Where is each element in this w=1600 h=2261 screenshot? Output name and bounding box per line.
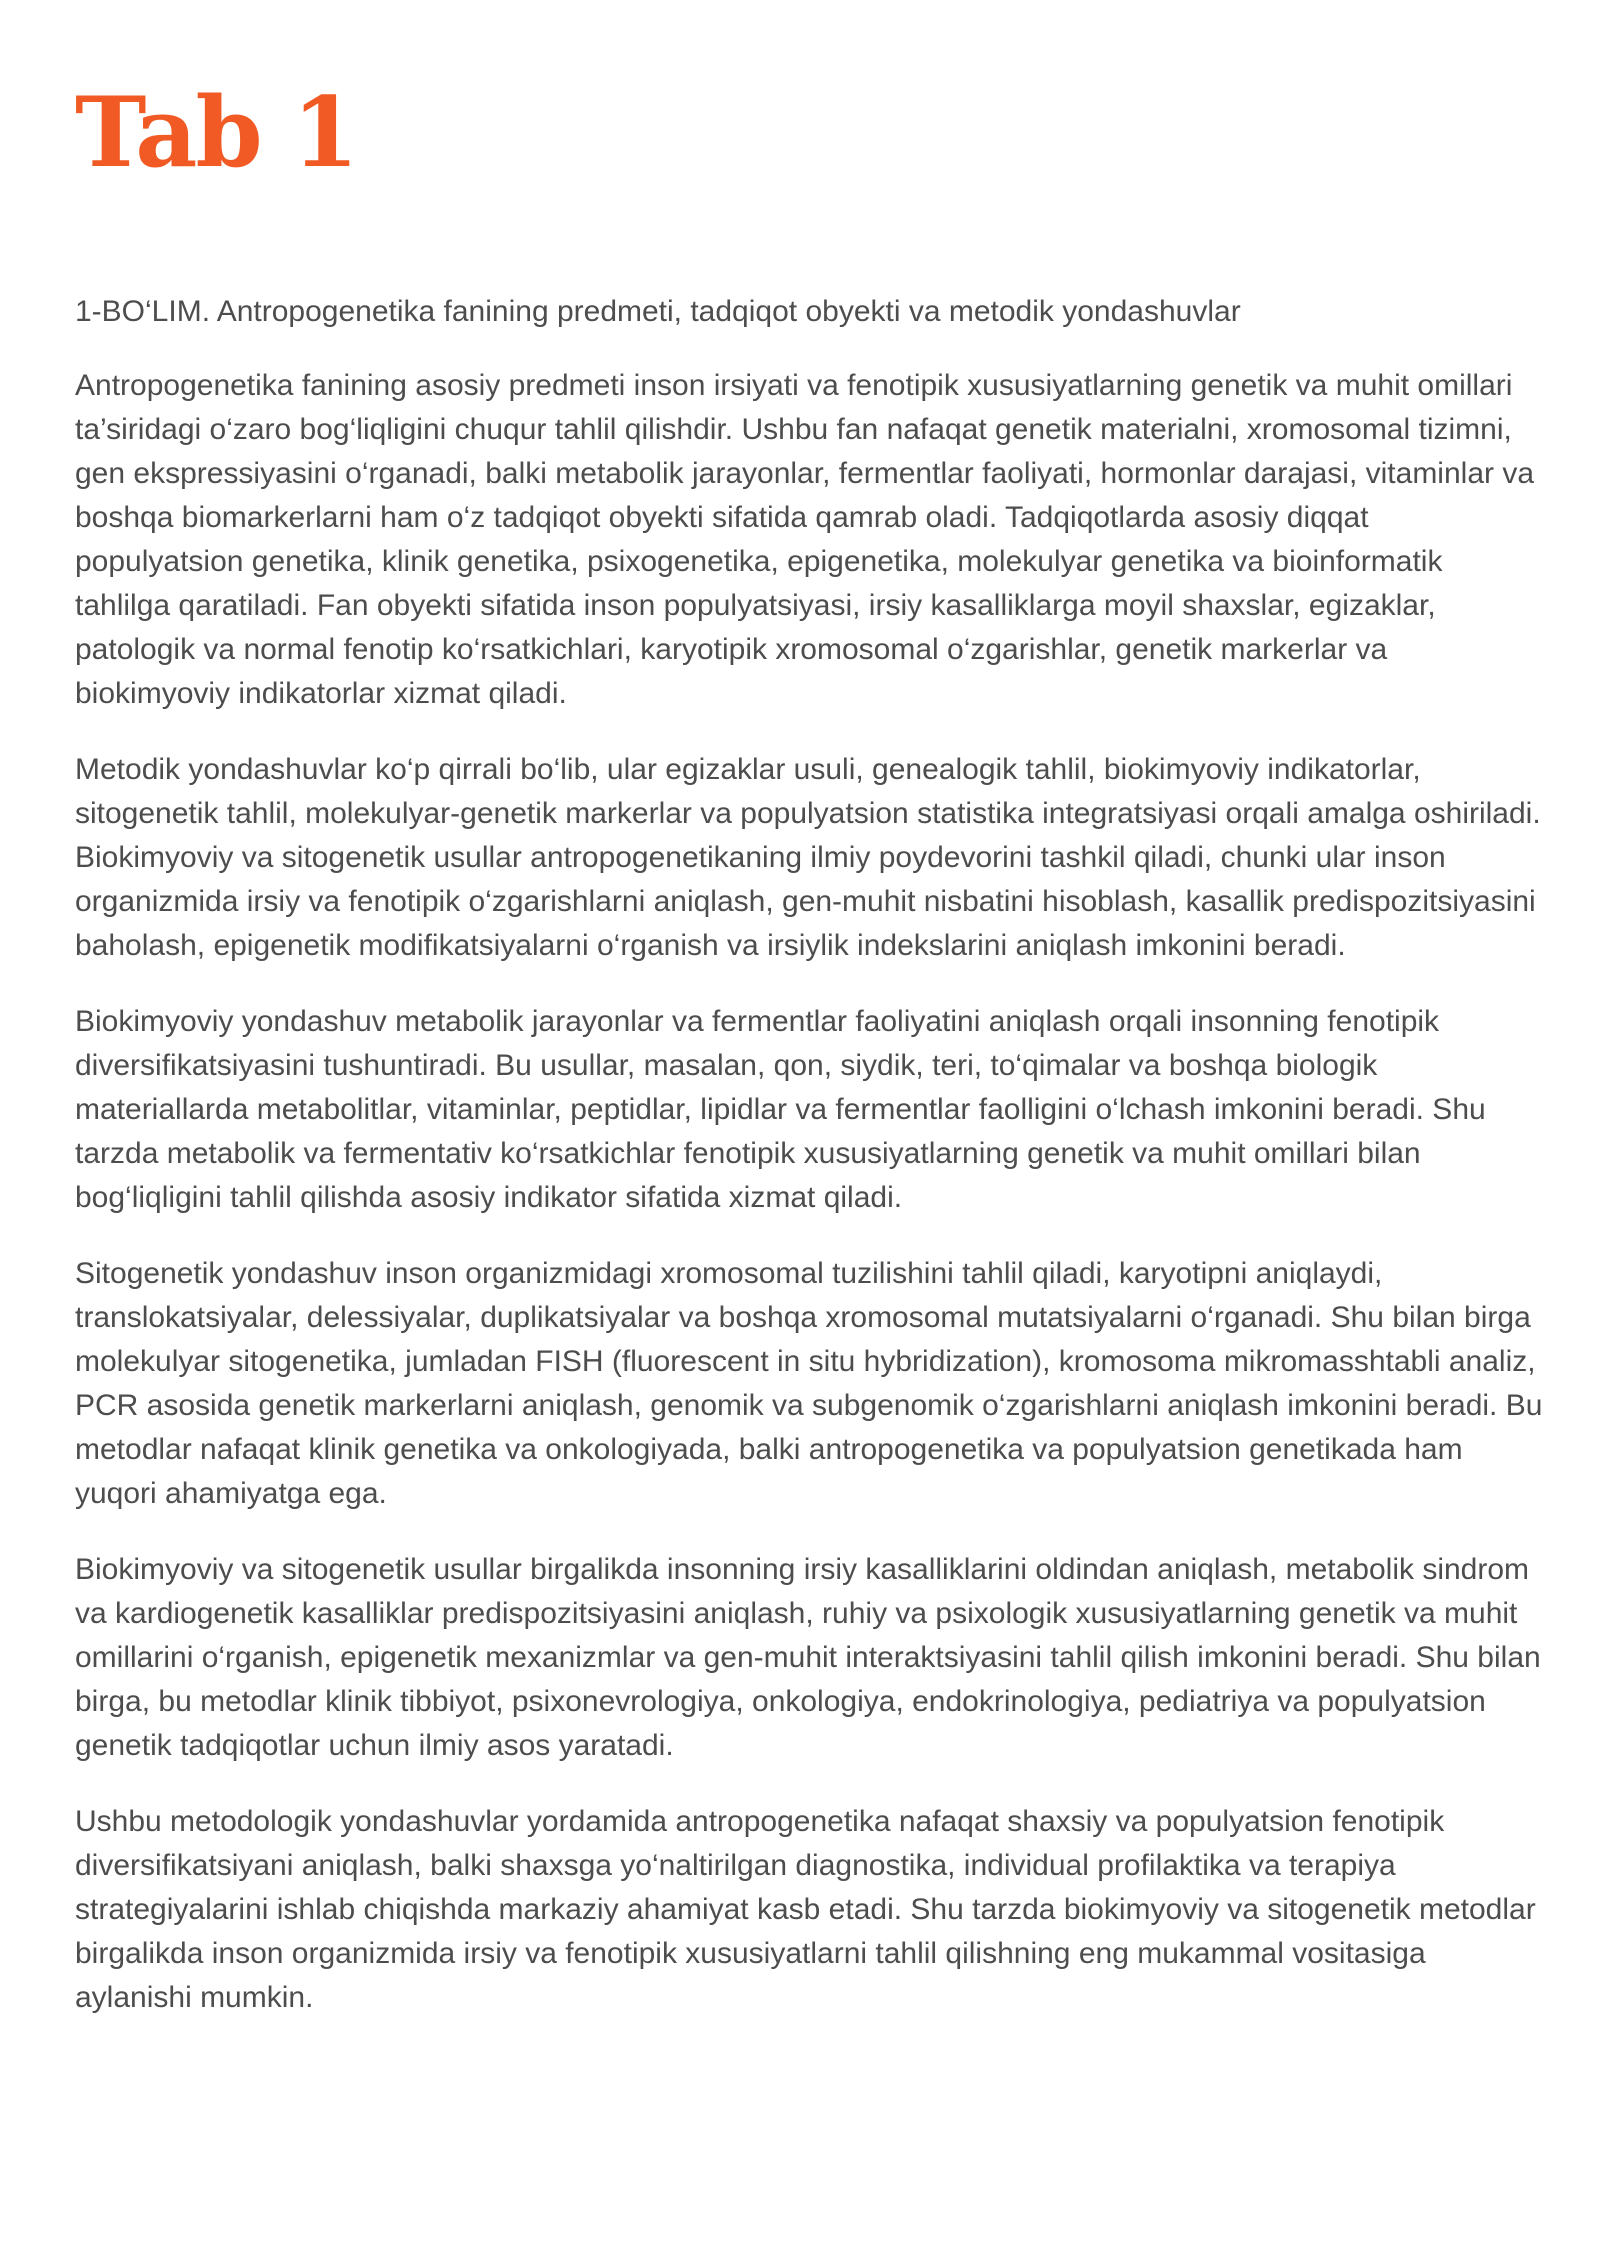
paragraph-6: Ushbu metodologik yondashuvlar yordamida antropogenetika nafaqat shaxsiy va populyatsion fenotipik diversifikatsiyani aniqlash, balki shaxsga yo‘naltirilgan diagnostika, individual profilaktika va terapiya strategiyalarini ishlab chiqishda markaziy ahamiyat kasb etadi. Shu tarzda biokimyoviy va sitogenetik metodlar birgalikda inson organizmida irsiy va fenotipik xususiyatlarni tahlil qilishning eng mukammal vositasiga aylanishi mumkin.	[75, 1805, 1536, 2014]
document-title: Tab 1	[75, 76, 357, 189]
paragraph-4: Sitogenetik yondashuv inson organizmidagi xromosomal tuzilishini tahlil qiladi, karyotipni aniqlaydi, translokatsiyalar, delessiyalar, duplikatsiyalar va boshqa xromosomal mutatsiyalarni o‘rganadi. Shu bilan birga molekulyar sitogenetika, jumladan FISH (fluorescent in situ hybridization), kromosoma mikromasshtabli analiz, PCR asosida genetik markerlarni aniqlash, genomik va subgenomik o‘zgarishlarni aniqlash imkonini beradi. Bu metodlar nafaqat klinik genetika va onkologiyada, balki antropogenetika va populyatsion genetikada ham yuqori ahamiyatga ega.	[75, 1257, 1543, 1510]
section-heading: 1-BO‘LIM. Antropogenetika fanining predmeti, tadqiqot obyekti va metodik yondashuvlar	[75, 295, 1241, 328]
paragraph-3: Biokimyoviy yondashuv metabolik jarayonlar va fermentlar faoliyatini aniqlash orqali insonning fenotipik diversifikatsiyasini tushuntiradi. Bu usullar, masalan, qon, siydik, teri, to‘qimalar va boshqa biologik materiallarda metabolitlar, vitaminlar, peptidlar, lipidlar va fermentlar faolligini o‘lchash imkonini beradi. Shu tarzda metabolik va fermentativ ko‘rsatkichlar fenotipik xususiyatlarning genetik va muhit omillari bilan bog‘liqligini tahlil qilishda asosiy indikator sifatida xizmat qiladi.	[75, 1005, 1486, 1214]
paragraph-1: Antropogenetika fanining asosiy predmeti inson irsiyati va fenotipik xususiyatlarning genetik va muhit omillari ta’siridagi o‘zaro bog‘liqligini chuqur tahlil qilishdir. Ushbu fan nafaqat genetik materialni, xromosomal tizimni, gen ekspressiyasini o‘rganadi, balki metabolik jarayonlar, fermentlar faoliyati, hormonlar darajasi, vitaminlar va boshqa biomarkerlarni ham o‘z tadqiqot obyekti sifatida qamrab oladi. Tadqiqotlarda asosiy diqqat populyatsion genetika, klinik genetika, psixogenetika, epigenetika, molekulyar genetika va bioinformatik tahlilga qaratiladi. Fan obyekti sifatida inson populyatsiyasi, irsiy kasalliklarga moyil shaxslar, egizaklar, patologik va normal fenotip ko‘rsatkichlari, karyotipik xromosomal o‘zgarishlar, genetik markerlar va biokimyoviy indikatorlar xizmat qiladi.	[75, 369, 1535, 710]
paragraph-2: Metodik yondashuvlar ko‘p qirrali bo‘lib, ular egizaklar usuli, genealogik tahlil, biokimyoviy indikatorlar, sitogenetik tahlil, molekulyar-genetik markerlar va populyatsion statistika integratsiyasi orqali amalga oshiriladi. Biokimyoviy va sitogenetik usullar antropogenetikaning ilmiy poydevorini tashkil qiladi, chunki ular inson organizmida irsiy va fenotipik o‘zgarishlarni aniqlash, gen-muhit nisbatini hisoblash, kasallik predispozitsiyasini baholash, epigenetik modifikatsiyalarni o‘rganish va irsiylik indekslarini aniqlash imkonini beradi.	[75, 753, 1541, 962]
paragraph-5: Biokimyoviy va sitogenetik usullar birgalikda insonning irsiy kasalliklarini oldindan aniqlash, metabolik sindrom va kardiogenetik kasalliklar predispozitsiyasini aniqlash, ruhiy va psixologik xususiyatlarning genetik va muhit omillarini o‘rganish, epigenetik mexanizmlar va gen-muhit interaktsiyasini tahlil qilish imkonini beradi. Shu bilan birga, bu metodlar klinik tibbiyot, psixonevrologiya, onkologiya, endokrinologiya, pediatriya va populyatsion genetik tadqiqotlar uchun ilmiy asos yaratadi.	[75, 1553, 1541, 1762]
document-body	[75, 290, 1545, 2052]
